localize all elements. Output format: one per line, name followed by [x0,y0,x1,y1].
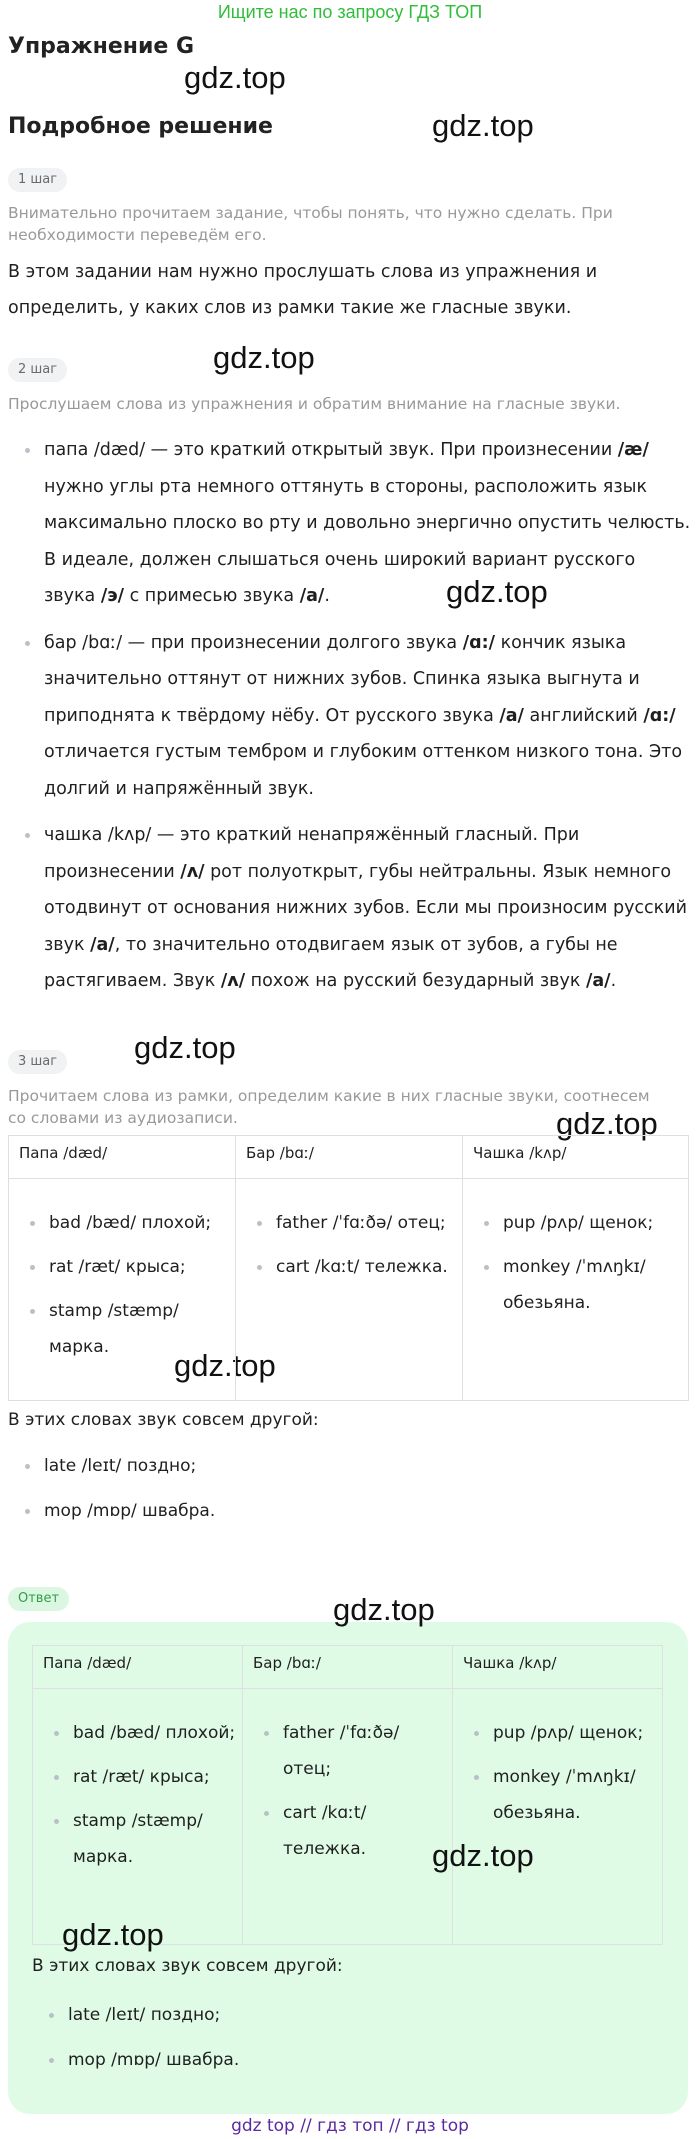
word-item: father /ˈfɑːðə/ отец; [240,1205,458,1241]
word-list [467,1205,684,1321]
section-title: Подробное решение [8,114,273,139]
explanation-text: с примесью звука [124,586,300,606]
sound-symbol: /э/ [100,586,125,606]
sound-symbol: /æ/ [617,440,649,460]
word-item: monkey /ˈmʌŋkɪ/ обезьяна. [467,1249,684,1321]
watermark: gdz.top [432,108,534,143]
explanation-text: английский [523,705,644,726]
other-words-list [32,1997,672,2087]
other-words-label: В этих словах звук совсем другой: [32,1956,343,1976]
word-item: cart /kɑːt/ тележка. [240,1249,458,1285]
column-header: Бар /bɑː/ [243,1646,453,1689]
explanation-list [8,432,692,1010]
explanation-text: отличается густым тембром и глубоким оттенком низкого тона. Это долгий и напряжённый звук. [44,742,683,799]
other-words-list [8,1448,692,1538]
word-item: mop /mɒp/ швабра. [8,1493,692,1529]
watermark: gdz.top [446,574,548,609]
word-list [13,1205,231,1365]
vowel-table [8,1135,689,1401]
watermark: gdz.top [213,340,315,375]
sound-symbol: /а/ [299,586,325,606]
explanation-item [8,625,692,808]
word-item: cart /kɑːt/ тележка. [247,1795,448,1867]
answer-table [32,1645,663,1945]
sound-symbol: /а/ [585,971,611,991]
word-item: monkey /ˈmʌŋkɪ/ обезьяна. [457,1759,658,1831]
word-item: rat /ræt/ крыса; [13,1249,231,1285]
word-item: bad /bæd/ плохой; [37,1715,238,1751]
page-title: Упражнение G [8,34,195,59]
explanation-text: . [324,586,330,606]
step-badge: 3 шаг [8,1050,67,1074]
sound-symbol: /а/ [499,705,524,726]
step-badge: 1 шаг [8,168,67,192]
explanation-text: , то значительно отодвигаем язык от зубов, а губы не растягиваем. Звук [44,934,618,991]
explanation-item [8,432,692,615]
explanation-text: бар /bɑː/ — при произнесении долгого звука [44,632,463,653]
word-item: mop /mɒp/ швабра. [32,2042,672,2078]
word-item: stamp /stæmp/ марка. [13,1293,231,1365]
explanation-text: нужно углы рта немного оттянуть в стороны, расположить язык максимально плоско во рту и довольно энергично опустить челюсть. В идеале, должен слышаться очень широкий вариант русского звука [44,476,691,606]
explanation-text: . [610,971,617,991]
step-note: Прослушаем слова из упражнения и обратим внимание на гласные звуки. [8,395,621,413]
sound-symbol: /а/ [90,934,115,955]
word-list [457,1715,658,1831]
footer-links[interactable]: gdz top // гдз топ // гдз top [231,2116,469,2136]
word-item: bad /bæd/ плохой; [13,1205,231,1241]
explanation-item [8,817,692,1000]
step-note: Внимательно прочитаем задание, чтобы понять, что нужно сделать. При необходимости переведём его. [8,204,613,244]
other-words-label: В этих словах звук совсем другой: [8,1410,319,1430]
word-item: pup /pʌp/ щенок; [457,1715,658,1751]
column-header: Бар /bɑː/ [236,1136,463,1179]
word-list [37,1715,238,1875]
sound-symbol: /ɑ:/ [643,705,676,726]
word-list [240,1205,458,1285]
word-item: stamp /stæmp/ марка. [37,1803,238,1875]
word-list [247,1715,448,1867]
word-item: rat /ræt/ крыса; [37,1759,238,1795]
answer-badge: Ответ [8,1587,69,1611]
watermark: gdz.top [184,60,286,95]
word-item: late /leɪt/ поздно; [32,1997,672,2033]
sound-symbol: /ʌ/ [220,971,246,991]
sound-symbol: /ʌ/ [180,861,205,882]
watermark: gdz.top [556,1106,658,1141]
watermark: gdz.top [432,1838,534,1873]
column-header: Папа /dæd/ [33,1646,243,1689]
explanation-text: рот полуоткрыт, губы нейтральны. Язык немного отодвинут от основания нижних зубов. Если мы произносим русский звук [44,861,687,955]
sound-symbol: /ɑ:/ [462,632,495,653]
watermark: gdz.top [62,1917,164,1952]
step-text: В этом задании нам нужно прослушать слова из упражнения и определить, у каких слов из рамки такие же гласные звуки. [8,262,598,318]
column-header: Чашка /kʌp/ [453,1646,663,1689]
column-header: Папа /dæd/ [9,1136,236,1179]
explanation-text: папа /dæd/ — это краткий открытый звук. При произнесении [44,440,618,460]
word-item: late /leɪt/ поздно; [8,1448,692,1484]
explanation-text: кончик языка значительно оттянут от нижних зубов. Спинка языка выгнута и приподнята к твёрдому нёбу. От русского звука [44,632,640,726]
watermark: gdz.top [134,1030,236,1065]
word-item: pup /pʌp/ щенок; [467,1205,684,1241]
column-header: Чашка /kʌp/ [463,1136,689,1179]
explanation-text: чашка /kʌp/ — это краткий ненапряжённый гласный. При произнесении [44,825,580,882]
search-banner: Ищите нас по запросу ГДЗ ТОП [217,2,483,22]
explanation-text: похож на русский безударный звук [245,971,586,991]
word-item: father /ˈfɑːðə/ отец; [247,1715,448,1787]
watermark: gdz.top [333,1592,435,1627]
step-badge: 2 шаг [8,358,67,382]
step-note: Прочитаем слова из рамки, определим какие в них гласные звуки, соотнесем со словами из аудиозаписи. [8,1087,650,1127]
watermark: gdz.top [174,1348,276,1383]
